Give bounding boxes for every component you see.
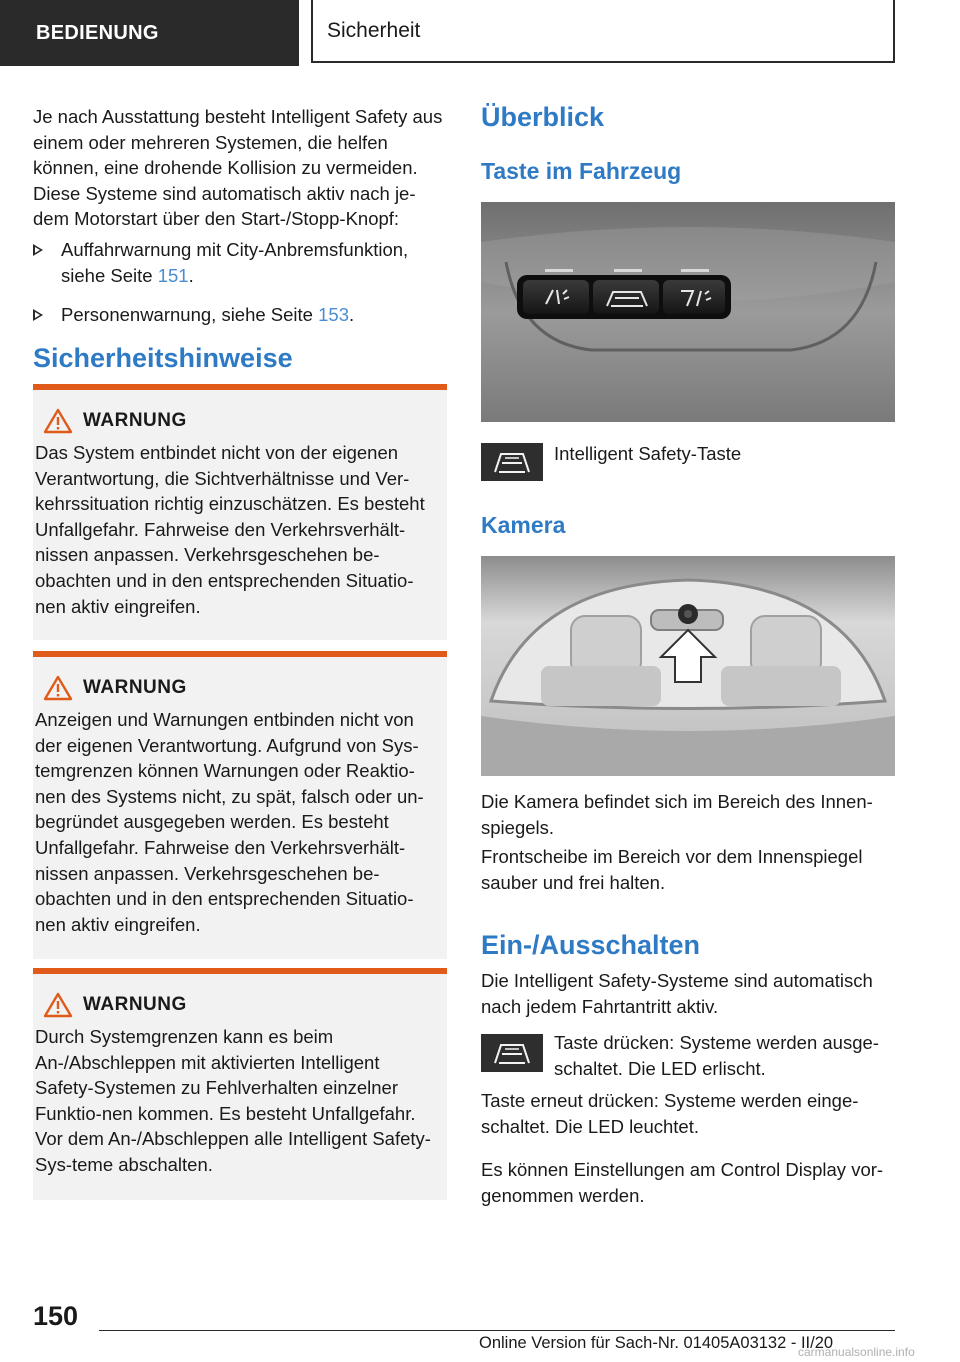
button-caption: Intelligent Safety-Taste [554,443,742,464]
warning-box [33,651,447,959]
overview-heading: Überblick [481,102,605,132]
warning-box [33,968,447,1200]
list-item-tail: . [349,304,355,326]
onoff-text-1: Die Intelligent Safety-Systeme sind automatisch nach jedem Fahrtantritt aktiv. [481,970,873,1017]
onoff-text-2: Taste erneut drücken: Systeme werden einge-schaltet. Die LED leuchtet. [481,1090,859,1137]
safety-heading: Sicherheitshinweise [33,343,293,373]
warning-title: WARNUNG [83,994,187,1015]
onoff-press-text: Taste drücken: Systeme werden ausge-schaltet. Die LED erlischt. [554,1032,879,1079]
intelligent-safety-button-icon [481,443,543,481]
header-chapter-tab [311,0,895,63]
footer-divider [99,1330,895,1331]
warning-box [33,384,447,640]
header-section-tab [0,0,299,66]
header-section-label: BEDIENUNG [36,21,159,44]
onoff-heading: Ein-/Ausschalten [481,930,701,960]
system-list [33,237,447,342]
watermark: carmanualsonline.info [798,1345,915,1359]
warning-text: Durch Systemgrenzen kann es beim An-/Abschleppen mit aktivierten Intelligent Safety-Systemen zu Fehlverhalten einzelner Funktio-nen kommen. Es besteht Unfallgefahr. Vor dem An-/Abschleppen alle Intelligent Safety-Sys-teme abschalten. [35,1026,431,1175]
page-link-153[interactable]: 153 [318,304,349,326]
warning-header [33,675,447,701]
page-number: 150 [33,1301,79,1331]
camera-text-2: Frontscheibe im Bereich vor dem Innenspiegel sauber und frei halten. [481,846,863,893]
intro-paragraph: Je nach Ausstattung besteht Intelligent Safety aus einem oder mehreren Systemen, die helfen können, eine drohende Kollision zu vermeiden. Diese Systeme sind automatisch aktiv nach je-dem Motorstart über den Start-/Stopp-Knopf: [33,106,443,230]
warning-title: WARNUNG [83,677,187,698]
warning-triangle-icon [43,408,73,434]
warning-title: WARNUNG [83,410,187,431]
camera-photo [481,556,895,776]
warning-header [33,992,447,1018]
camera-text-1: Die Kamera befindet sich im Bereich des Innen-spiegels. [481,791,873,838]
header-chapter-label: Sicherheit [327,18,421,42]
intelligent-safety-button-icon [481,1034,543,1072]
warning-triangle-icon [43,992,73,1018]
list-item-text: Auffahrwarnung mit City-Anbremsfunktion, siehe Seite [61,239,409,286]
list-item [33,302,447,328]
warning-text: Das System entbindet nicht von der eigenen Verantwortung, die Sichtverhältnisse und Ver-kehrssituation richtig einzuschätzen. Es besteht Unfallgefahr. Fahrweise den Verkehrsverhält-nissen anpassen. Verkehrsgeschehen be-obachten und in den entsprechenden Situatio-nen aktiv eingreifen. [35,442,425,617]
warning-text: Anzeigen und Warnungen entbinden nicht von der eigenen Verantwortung. Aufgrund von Sys-temgrenzen können Warnungen oder Reaktio-nen des Systems nicht, zu spät, falsch oder un-begründet ausgegeben werden. Es besteht Unfallgefahr. Fahrweise den Verkehrsverhält-nissen anpassen. Verkehrsgeschehen be-obachten und in den entsprechenden Situatio-nen aktiv eingreifen. [35,709,424,935]
online-version-text: Online Version für Sach-Nr. 01405A03132 - II/20 [479,1334,834,1352]
triangle-bullet-icon [33,309,43,321]
camera-heading: Kamera [481,512,566,538]
list-item-text: Personenwarnung, siehe Seite [61,304,319,326]
button-heading: Taste im Fahrzeug [481,158,682,184]
button-panel-image [481,202,895,422]
list-item [33,237,447,288]
button-panel-photo [481,202,895,422]
page-link-151[interactable]: 151 [157,264,189,286]
list-item-tail: . [188,264,194,286]
onoff-text-3: Es können Einstellungen am Control Display vor-genommen werden. [481,1159,884,1206]
camera-location-image [481,556,895,776]
warning-triangle-icon [43,675,73,701]
warning-header [33,408,447,434]
triangle-bullet-icon [33,244,43,256]
